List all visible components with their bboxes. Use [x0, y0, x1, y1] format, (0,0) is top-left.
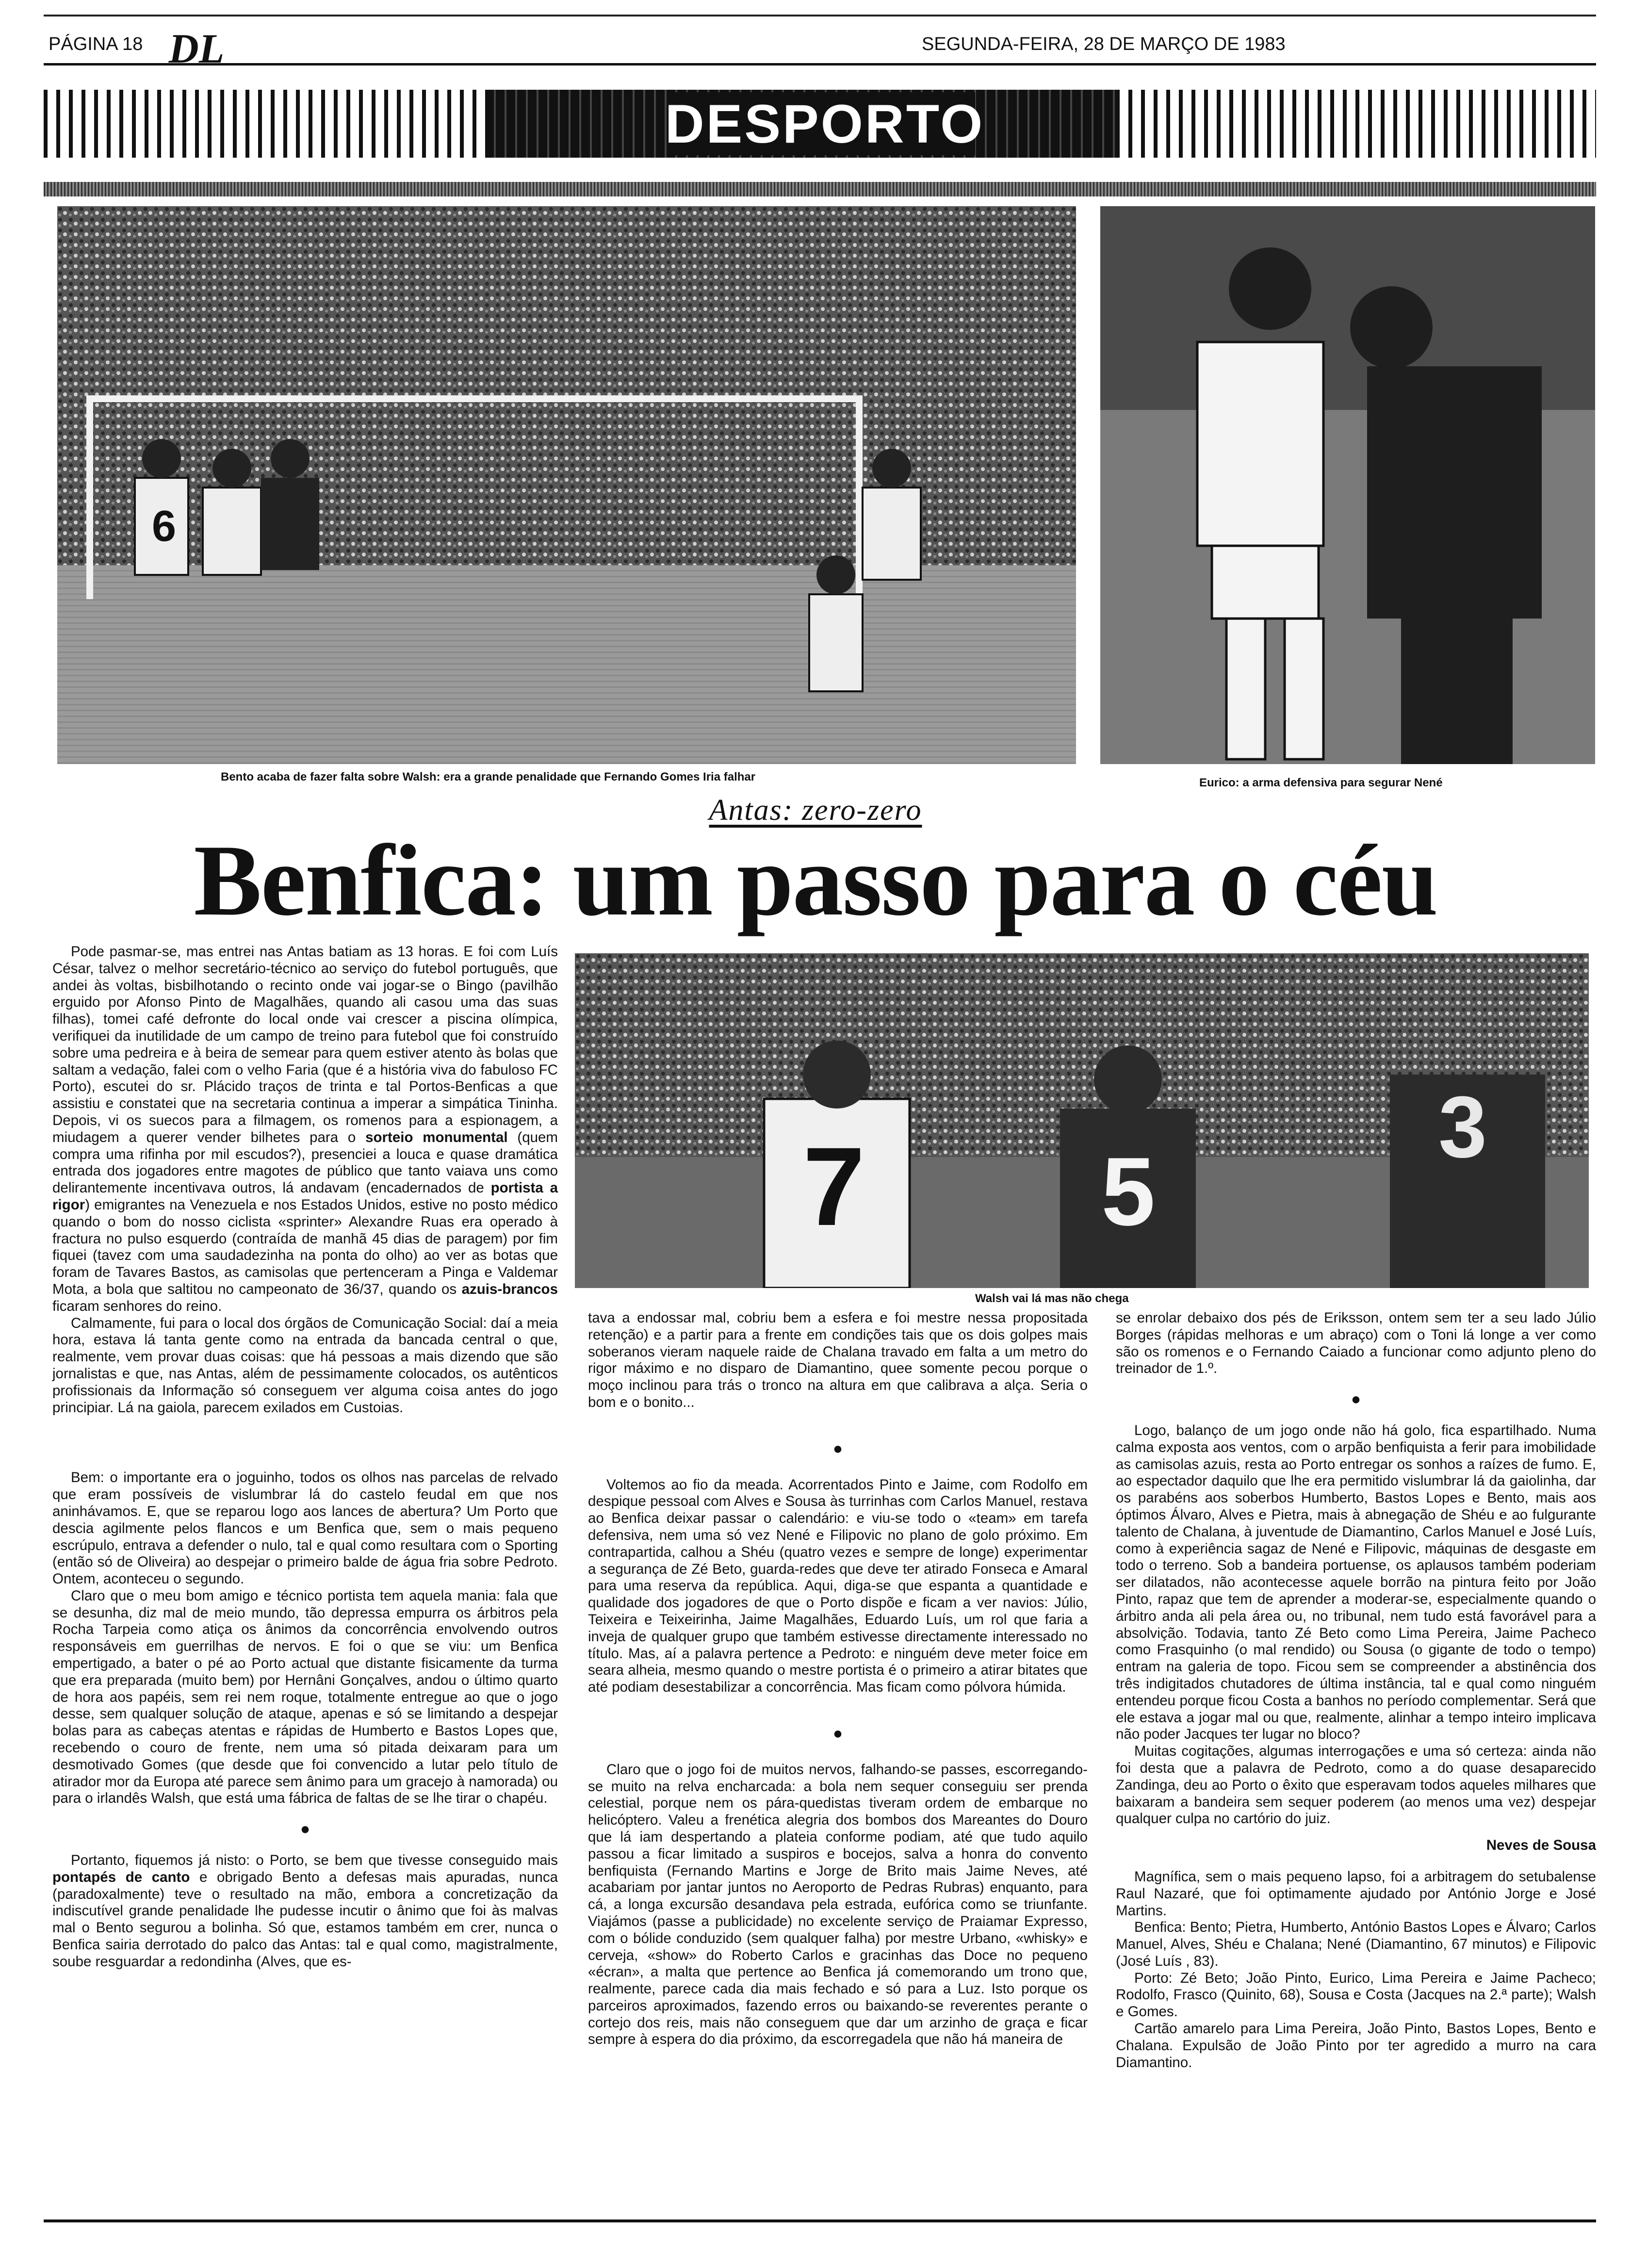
col1-paragraph-5: Portanto, fiquemos já nisto: o Porto, se bem que tivesse conseguido mais pontapés de canto e obrigado Bento a defesas mais apuradas, nunca (paradoxalmente) teve o resultado na mão, embora a concretização da indiscutível grande penalidade lhe pudesse incutir o ânimo que foi às malvas mal o Bento segurou a bolinha. Só que, estamos também em crer, nunca o Benfica sairia derrotado do palco das Antas: tal e qual como, magistralmente, soube resguardar a redondinha (Alves, que es-: [52, 1852, 558, 1970]
article-kicker: Antas: zero-zero: [709, 794, 922, 827]
article-column-3: [1116, 1310, 1596, 2071]
col3-paragraph-4: Magnífica, sem o mais pequeno lapso, foi a arbitragem do setubalense Raul Nazaré, que foi optimamente ajudado por António Jorge e José Martins.: [1116, 1868, 1596, 1919]
col3-lineup-benfica: Benfica: Bento; Pietra, Humberto, António Bastos Lopes e Álvaro; Carlos Manuel, Alves, Shéu e Chalana; Nené (Diamantino, 67 minutos) e Filipovic (José Luís , 83).: [1116, 1919, 1596, 1969]
col3-paragraph-1: se enrolar debaixo dos pés de Eriksson, ontem sem ter a seu lado Júlio Borges (rápidas melhoras e um abraço) com o Toni lá longe a ver como são os romenos e o Fernando Caiado a funcionar como adjunto pleno do treinador de 1.º.: [1116, 1310, 1596, 1377]
col1-paragraph-2: Calmamente, fui para o local dos órgãos de Comunicação Social: daí a meia hora, estava lá tanta gente como na entrada da bancada central o que, realmente, vem provar duas coisas: que há pessoas a mais dizendo que são jornalistas e que, nas Antas, além de pessimamente colocados, os autênticos profissionais da Informação só conseguem ver alguma coisa antes do jogo principiar. Lá na gaiola, parecem exilados em Custoias.: [52, 1315, 558, 1416]
article-column-2: [588, 1310, 1088, 2048]
newspaper-logo: DL: [168, 25, 225, 72]
col1-bullet: ●: [300, 1820, 310, 1839]
right-photo-caption: Eurico: a arma defensiva para segurar Nené: [1199, 776, 1443, 789]
col3-cards: Cartão amarelo para Lima Pereira, João Pinto, Bastos Lopes, Bento e Chalana. Expulsão de João Pinto por ter agredido a murro na cara Diamantino.: [1116, 2021, 1596, 2071]
col2-paragraph-2: Voltemos ao fio da meada. Acorrentados Pinto e Jaime, com Rodolfo em despique pessoal com Alves e Sousa às turrinhas com Carlos Manuel, restava ao Benfica deixar passar o calendário: e viu-se todo o «team» em tarefa defensiva, nem uma só vez Nené e Filipovic no plano de golo próximo. Em contrapartida, calhou a Shéu (quatro vezes e sempre de longe) experimentar a segurança de Zé Beto, guarda-redes que deve ter atirado Fonseca e Amaral para uma reserva da república. Aqui, diga-se que espanta a quantidade e qualidade dos jogadores de que o Porto dispõe e ficam a ver navios: Júlio, Teixeira e Teixeirinha, Jaime Magalhães, Eduardo Luís, um rol que faria a inveja de qualquer grupo que também estivesse directamente interessado no título. Mas, aí a palavra pertence a Pedroto: e ninguém deve meter foice em seara alheia, mesmo quando o mestre portista é o primeiro a atirar bitates que até podiam desestabilizar a concorrência. Mas ficam como pólvora húmida.: [588, 1476, 1088, 1696]
main-photo-graphic: [57, 206, 1076, 764]
right-player-photo: [1100, 206, 1595, 764]
col3-paragraph-3: Muitas cogitações, algumas interrogações e uma só certeza: ainda não foi desta que a palavra de Pedroto, como a do quase desaparecido Zandinga, deu ao Porto o êxito que esperavam todos aqueles milhares que baixaram a bandeira sem sequer poderem (ao menos uma vez) despejar qualquer culpa no cartório do juiz.: [1116, 1743, 1596, 1827]
header-rule: [44, 63, 1596, 65]
date-line: SEGUNDA-FEIRA, 28 DE MARÇO DE 1983: [922, 34, 1286, 54]
player-number-7: 7: [803, 1124, 865, 1249]
article-headline: Benfica: um passo para o céu: [194, 824, 1437, 937]
photo-top-rule: [44, 182, 1596, 196]
author-signature: Neves de Sousa: [1486, 1837, 1596, 1854]
col2-bullet-2: ●: [832, 1724, 843, 1743]
col2-paragraph-1: tava a endossar mal, cobriu bem a esfera e foi mestre nessa propositada retenção) e a partir para a frente em condições tais que os dois golpes mais soberanos vieram naquele raide de Chalana travado em falta a um metro do rigor máximo e no disparo de Diamantino, quee somente pecou porque o moço inclinou para trás o tronco na altura em que calibrava a alça. Seria o bom e o bonito...: [588, 1310, 1088, 1410]
col2-paragraph-3: Claro que o jogo foi de muitos nervos, falhando-se passes, escorregando-se muito na relva encharcada: a bola nem sequer conseguiu ser prenda celestial, porque nem os pára-quedistas tiveram ordem de embarque no helicóptero. Valeu a frenética alegria dos bombos dos Mareantes do Douro que lá iam despertando a plateia conforme podiam, até que tudo aquilo passou a ficar limitado a suspiros e bocejos, salva a honra do convento benfiquista (Fernando Martins e Jorge de Brito mais Jaime Neves, até acabariam por jantar juntos no Aeroporto de Pedras Rubras) enquanto, para cá, a longa excursão desandava pela estrada, eufórica como se triunfante. Viajámos (passe a publicidade) no excelente serviço de Praiamar Expresso, com o bólide conduzido (sem qualquer falha) por mestre Urbano, «whisky» e cerveja, «show» do Roberto Carlos e gracinhas das Doce no pequeno «écran», a malta que pertence ao Benfica já comemorando um trono que, realmente, parece cada dia mais fechado e só para a Luz. Isto porque os parceiros aproximados, fazendo erros ou baixando-se reverentes perante o cortejo dos reis, mais não conseguem que dar um arzinho de graça e ficar sempre à espera do dia próximo, da escorregadela que não há maneira de: [588, 1761, 1088, 2048]
col1-paragraph-3: Bem: o importante era o joguinho, todos os olhos nas parcelas de relvado que eram possíveis de vislumbrar lá do castelo feudal em que nos aninhávamos. E, que se reparou logo aos lances de abertura? Um Porto que descia agilmente pelos flancos e um Benfica que, sem o mais pequeno escrúpulo, entrava a defender o nulo, tal e qual como resultara com o Sporting (então só de Oliveira) ao despejar o primeiro balde de água fria sobre Pedroto. Ontem, aconteceu o segundo.: [52, 1469, 558, 1587]
section-title: DESPORTO: [665, 93, 985, 154]
col1-paragraph-4: Claro que o meu bom amigo e técnico portista tem aquela mania: fala que se desunha, diz mal de meio mundo, tão depressa empurra os árbitros pela Rocha Tarpeia como atiça os ânimos da concorrência envolvendo outros responsáveis em guerrilhas de nervos. E foi o que se viu: um Benfica empertigado, a bater o pé ao Porto actual que distante fisicamente da turma que era preparada (muito bem) por Hernâni Gonçalves, andou o último quarto de hora aos papéis, sem rei nem roque, totalmente entregue ao que o jogo desse, sem qualquer solução de ataque, apenas e só se limitando a despejar bolas para as cabeças atentas e rápidas de Humberto e Bastos Lopes que, recebendo o couro de frente, nem uma só pitada deixaram para um desmotivado Gomes (que desde que foi convencido a lutar pelo título de atirador mor da Europa até parece sem ânimo para um gracejo à namorada) ou para o irlandês Walsh, que está uma fábrica de faltas de se lhe tirar o chapéu.: [52, 1587, 558, 1807]
main-match-photo: [57, 206, 1076, 764]
right-photo-graphic: [1100, 206, 1595, 764]
page-header: [49, 34, 1591, 63]
col2-bullet-1: ●: [832, 1439, 843, 1458]
section-banner: [665, 92, 985, 155]
page-number: PÁGINA 18: [49, 34, 143, 54]
player-number-5: 5: [1101, 1138, 1156, 1246]
player-number-6: 6: [152, 502, 177, 551]
col3-bullet: ●: [1351, 1390, 1361, 1409]
col3-paragraph-2: Logo, balanço de um jogo onde não há golo, fica espartilhado. Numa calma exposta aos ventos, com o arpão benfiquista a ferir para imobilidade as camisolas azuis, resta ao Porto entregar os sonhos a raízes de fumo. E, ao espectador daquilo que lhe era permitido vislumbrar lá da gaiolinha, dar os parabéns aos soberbos Humberto, Bastos Lopes e Bento, mais aos óptimos Álvaro, Alves e Pietra, mais à abnegação de Shéu e ao fulgurante talento de Chalana, à juventude de Diamantino, Carlos Manuel e José Luís, como à experiência sagaz de Nené e Filipovic, máquinas de desgaste em todo o terreno. Sob a bandeira portuense, os aplausos também poderiam ser dilatados, não acontecesse aquele borrão na pintura feito por João Pinto, rapaz que tem de aprender a moderar-se, especialmente quando o árbitro anda ali pela área ou, no tribunal, nem tudo está favorável para a absolvição. Todavia, tanto Zé Beto como Lima Pereira, Jaime Pacheco como Frasquinho (o mal rendido) ou Sousa (o gigante de todo o tempo) entram na galeria de topo. Ficou sem se compreender a abstinência dos três indigitados chutadores de última instância, tal e qual como ninguém entendeu porque ficou Costa a banhos no período complementar. Será que ele estava a jogar mal ou que, realmente, alinhar a tempo inteiro implicava não poder Jacques ter lugar no bloco?: [1116, 1422, 1596, 1743]
col1-paragraph-1: Pode pasmar-se, mas entrei nas Antas batiam as 13 horas. E foi com Luís César, talvez o melhor secretário-técnico ao serviço do futebol português, que andei às voltas, bisbilhotando o recinto onde vai jogar-se o Bingo (pavilhão erguido por Afonso Pinto de Magalhães, quando ali casou uma das suas filhas), tomei café defronte do local onde vai crescer a piscina olímpica, verifiquei da inutilidade de um campo de treino para futebol que foi construído sobre uma pedreira e à beira de semear para quem estiver atento às bolas que saltam a vedação, falei com o velho Faria (que é a história viva do fabuloso FC Porto), escutei do sr. Plácido traços de trinta e tal Portos-Benficas a que assistiu e constatei que na secretaria continua a imperar a simpática Tininha. Depois, vi os suecos para a filmagem, os romenos para a espionagem, a miudagem a querer vender bilhetes para o sorteio monumental (quem compra uma rifinha por mil escudos?), presenciei a louca e quase dramática entrada dos jogadores entre magotes de público que tanto vaiava uns como delirantemente incentivava outros, lá andavam (encadernados de portista a rigor) emigrantes na Venezuela e nos Estados Unidos, estive no posto médico quando o bom do nosso ciclista «sprinter» Alexandre Ruas era operado à fractura no pulso esquerdo (contraída de manhã 45 dias de paragem) por fim fiquei (tavez com uma saudadezinha na ponta do olho) ao ver as botas que foram de Tavares Bastos, as camisolas que pertenceram a Pinga e Valdemar Mota, a bola que saltitou no campeonato de 36/37, quando os azuis-brancos ficaram senhores do reino.: [52, 944, 558, 1314]
mid-photo-graphic: [575, 953, 1589, 1288]
footer-rule: [44, 2219, 1596, 2222]
mid-photo-caption: Walsh vai lá mas não chega: [975, 1292, 1129, 1305]
player-number-3: 3: [1438, 1078, 1487, 1176]
top-rule: [44, 15, 1596, 16]
mid-match-photo: [575, 953, 1589, 1288]
main-photo-caption: Bento acaba de fazer falta sobre Walsh: era a grande penalidade que Fernando Gomes Iria falhar: [221, 770, 756, 783]
col3-lineup-porto: Porto: Zé Beto; João Pinto, Eurico, Lima Pereira e Jaime Pacheco; Rodolfo, Frasco (Quinito, 68), Sousa e Costa (Jacques na 2.ª parte); Walsh e Gomes.: [1116, 1970, 1596, 2020]
article-column-1: [52, 944, 558, 1971]
